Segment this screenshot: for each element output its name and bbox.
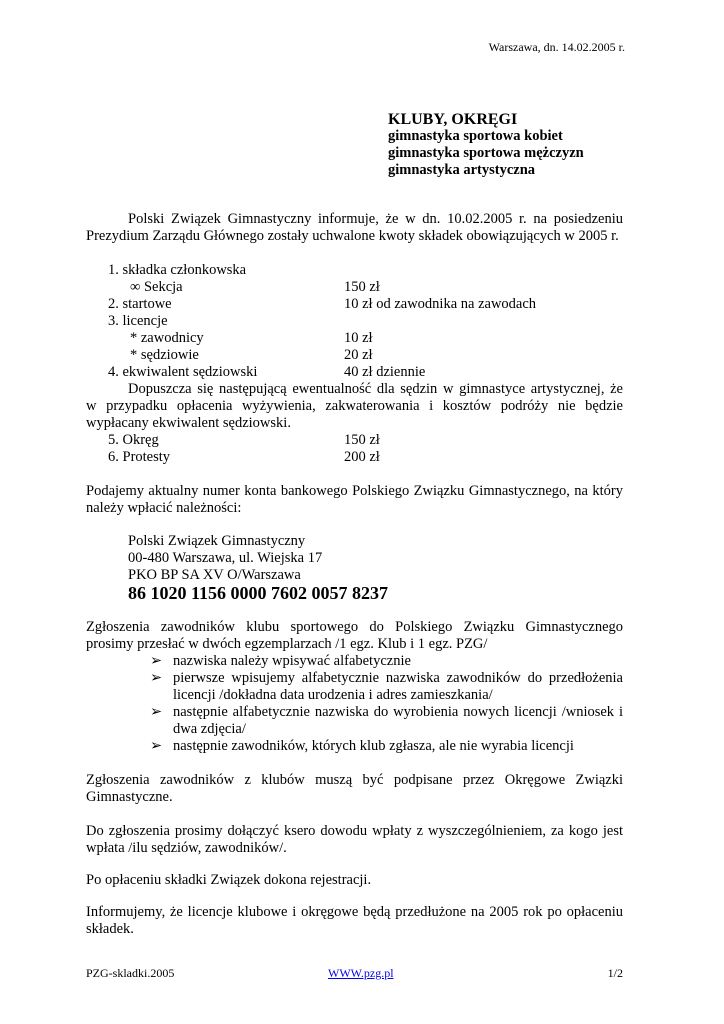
account-intro-line: należy wpłacić należności: [86, 500, 242, 516]
bullet-arrow-icon: ➢ [150, 738, 163, 754]
paragraph-line: Do zgłoszenia prosimy dołączyć ksero dowodu wpłaty z wyszczególnieniem, za kogo jest [86, 823, 623, 839]
footer-page-number: 1/2 [607, 966, 623, 980]
bullet-arrow-icon: ➢ [150, 704, 163, 720]
fee-note-line: wypłacany ekwiwalent sędziowski. [86, 415, 291, 431]
intro-line: Prezydium Zarządu Głównego zostały uchwalone kwoty składek obowiązujących w 2005 r. [86, 228, 619, 244]
fee-item-value: 20 zł [344, 347, 373, 363]
fee-item-label: 3. licencje [108, 313, 168, 329]
fee-item-label: * sędziowie [130, 347, 199, 363]
paragraph-line: składek. [86, 921, 134, 937]
fee-item-label: 4. ekwiwalent sędziowski [108, 364, 258, 380]
registration-intro-line: Zgłoszenia zawodników klubu sportowego do Polskiego Związku Gimnastycznego [86, 619, 623, 635]
registration-intro-line: prosimy przesłać w dwóch egzemplarzach /1 egz. Klub i 1 egz. PZG/ [86, 636, 488, 652]
account-address: 00-480 Warszawa, ul. Wiejska 17 [128, 550, 323, 566]
fee-item-value: 10 zł [344, 330, 373, 346]
addressee-title: KLUBY, OKRĘGI [388, 111, 518, 128]
fee-item-value: 150 zł [344, 279, 380, 295]
paragraph-line: Po opłaceniu składki Związek dokona rejestracji. [86, 872, 372, 888]
fee-item-label: 6. Protesty [108, 449, 171, 465]
account-intro-line: Podajemy aktualny numer konta bankowego Polskiego Związku Gimnastycznego, na który [86, 483, 623, 499]
registration-bullet-cont: licencji /dokładna data urodzenia i adres zamieszkania/ [173, 687, 493, 703]
registration-bullet: następnie alfabetycznie nazwiska do wyrobienia nowych licencji /wniosek i [173, 704, 623, 720]
fee-item-value: 40 zł dziennie [344, 364, 426, 380]
paragraph-line: Gimnastyczne. [86, 789, 173, 805]
fee-item-label: * zawodnicy [130, 330, 204, 346]
bullet-arrow-icon: ➢ [150, 653, 163, 669]
footer-document-id: PZG-skladki.2005 [86, 966, 175, 980]
fee-note-line: w przypadku opłacenia wyżywienia, zakwaterowania i kosztów podróży nie będzie [86, 398, 623, 414]
paragraph-line: Informujemy, że licencje klubowe i okręgowe będą przedłużone na 2005 rok po opłaceniu [86, 904, 623, 920]
fee-item-value: 200 zł [344, 449, 380, 465]
intro-line: Polski Związek Gimnastyczny informuje, że w dn. 10.02.2005 r. na posiedzeniu [128, 211, 623, 227]
registration-bullet: pierwsze wpisujemy alfabetycznie nazwiska zawodników do przedłożenia [173, 670, 623, 686]
fee-item-label: 5. Okręg [108, 432, 159, 448]
addressee-line: gimnastyka sportowa kobiet [388, 128, 563, 144]
bullet-arrow-icon: ➢ [150, 670, 163, 686]
paragraph-line: Zgłoszenia zawodników z klubów muszą być podpisane przez Okręgowe Związki [86, 772, 623, 788]
registration-bullet-cont: dwa zdjęcia/ [173, 721, 246, 737]
fee-item-value: 10 zł od zawodnika na zawodach [344, 296, 537, 312]
document-date: Warszawa, dn. 14.02.2005 r. [488, 40, 625, 54]
paragraph-line: wpłata /ilu sędziów, zawodników/. [86, 840, 287, 856]
addressee-line: gimnastyka sportowa mężczyzn [388, 145, 584, 161]
registration-bullet: następnie zawodników, których klub zgłasza, ale nie wyrabia licencji [173, 738, 574, 754]
fee-item-label: 2. startowe [108, 296, 172, 312]
fee-item-value: 150 zł [344, 432, 380, 448]
fee-item-label: ∞ Sekcja [130, 279, 183, 295]
fee-note-line: Dopuszcza się następującą ewentualność dla sędzin w gimnastyce artystycznej, że [128, 381, 623, 397]
footer-website-link[interactable]: WWW.pzg.pl [328, 966, 394, 980]
registration-bullet: nazwiska należy wpisywać alfabetycznie [173, 653, 411, 669]
account-number: 86 1020 1156 0000 7602 0057 8237 [128, 583, 389, 603]
fee-item-label: 1. składka członkowska [108, 262, 247, 278]
addressee-line: gimnastyka artystyczna [388, 162, 536, 178]
account-holder-name: Polski Związek Gimnastyczny [128, 533, 306, 549]
account-bank: PKO BP SA XV O/Warszawa [128, 567, 301, 583]
